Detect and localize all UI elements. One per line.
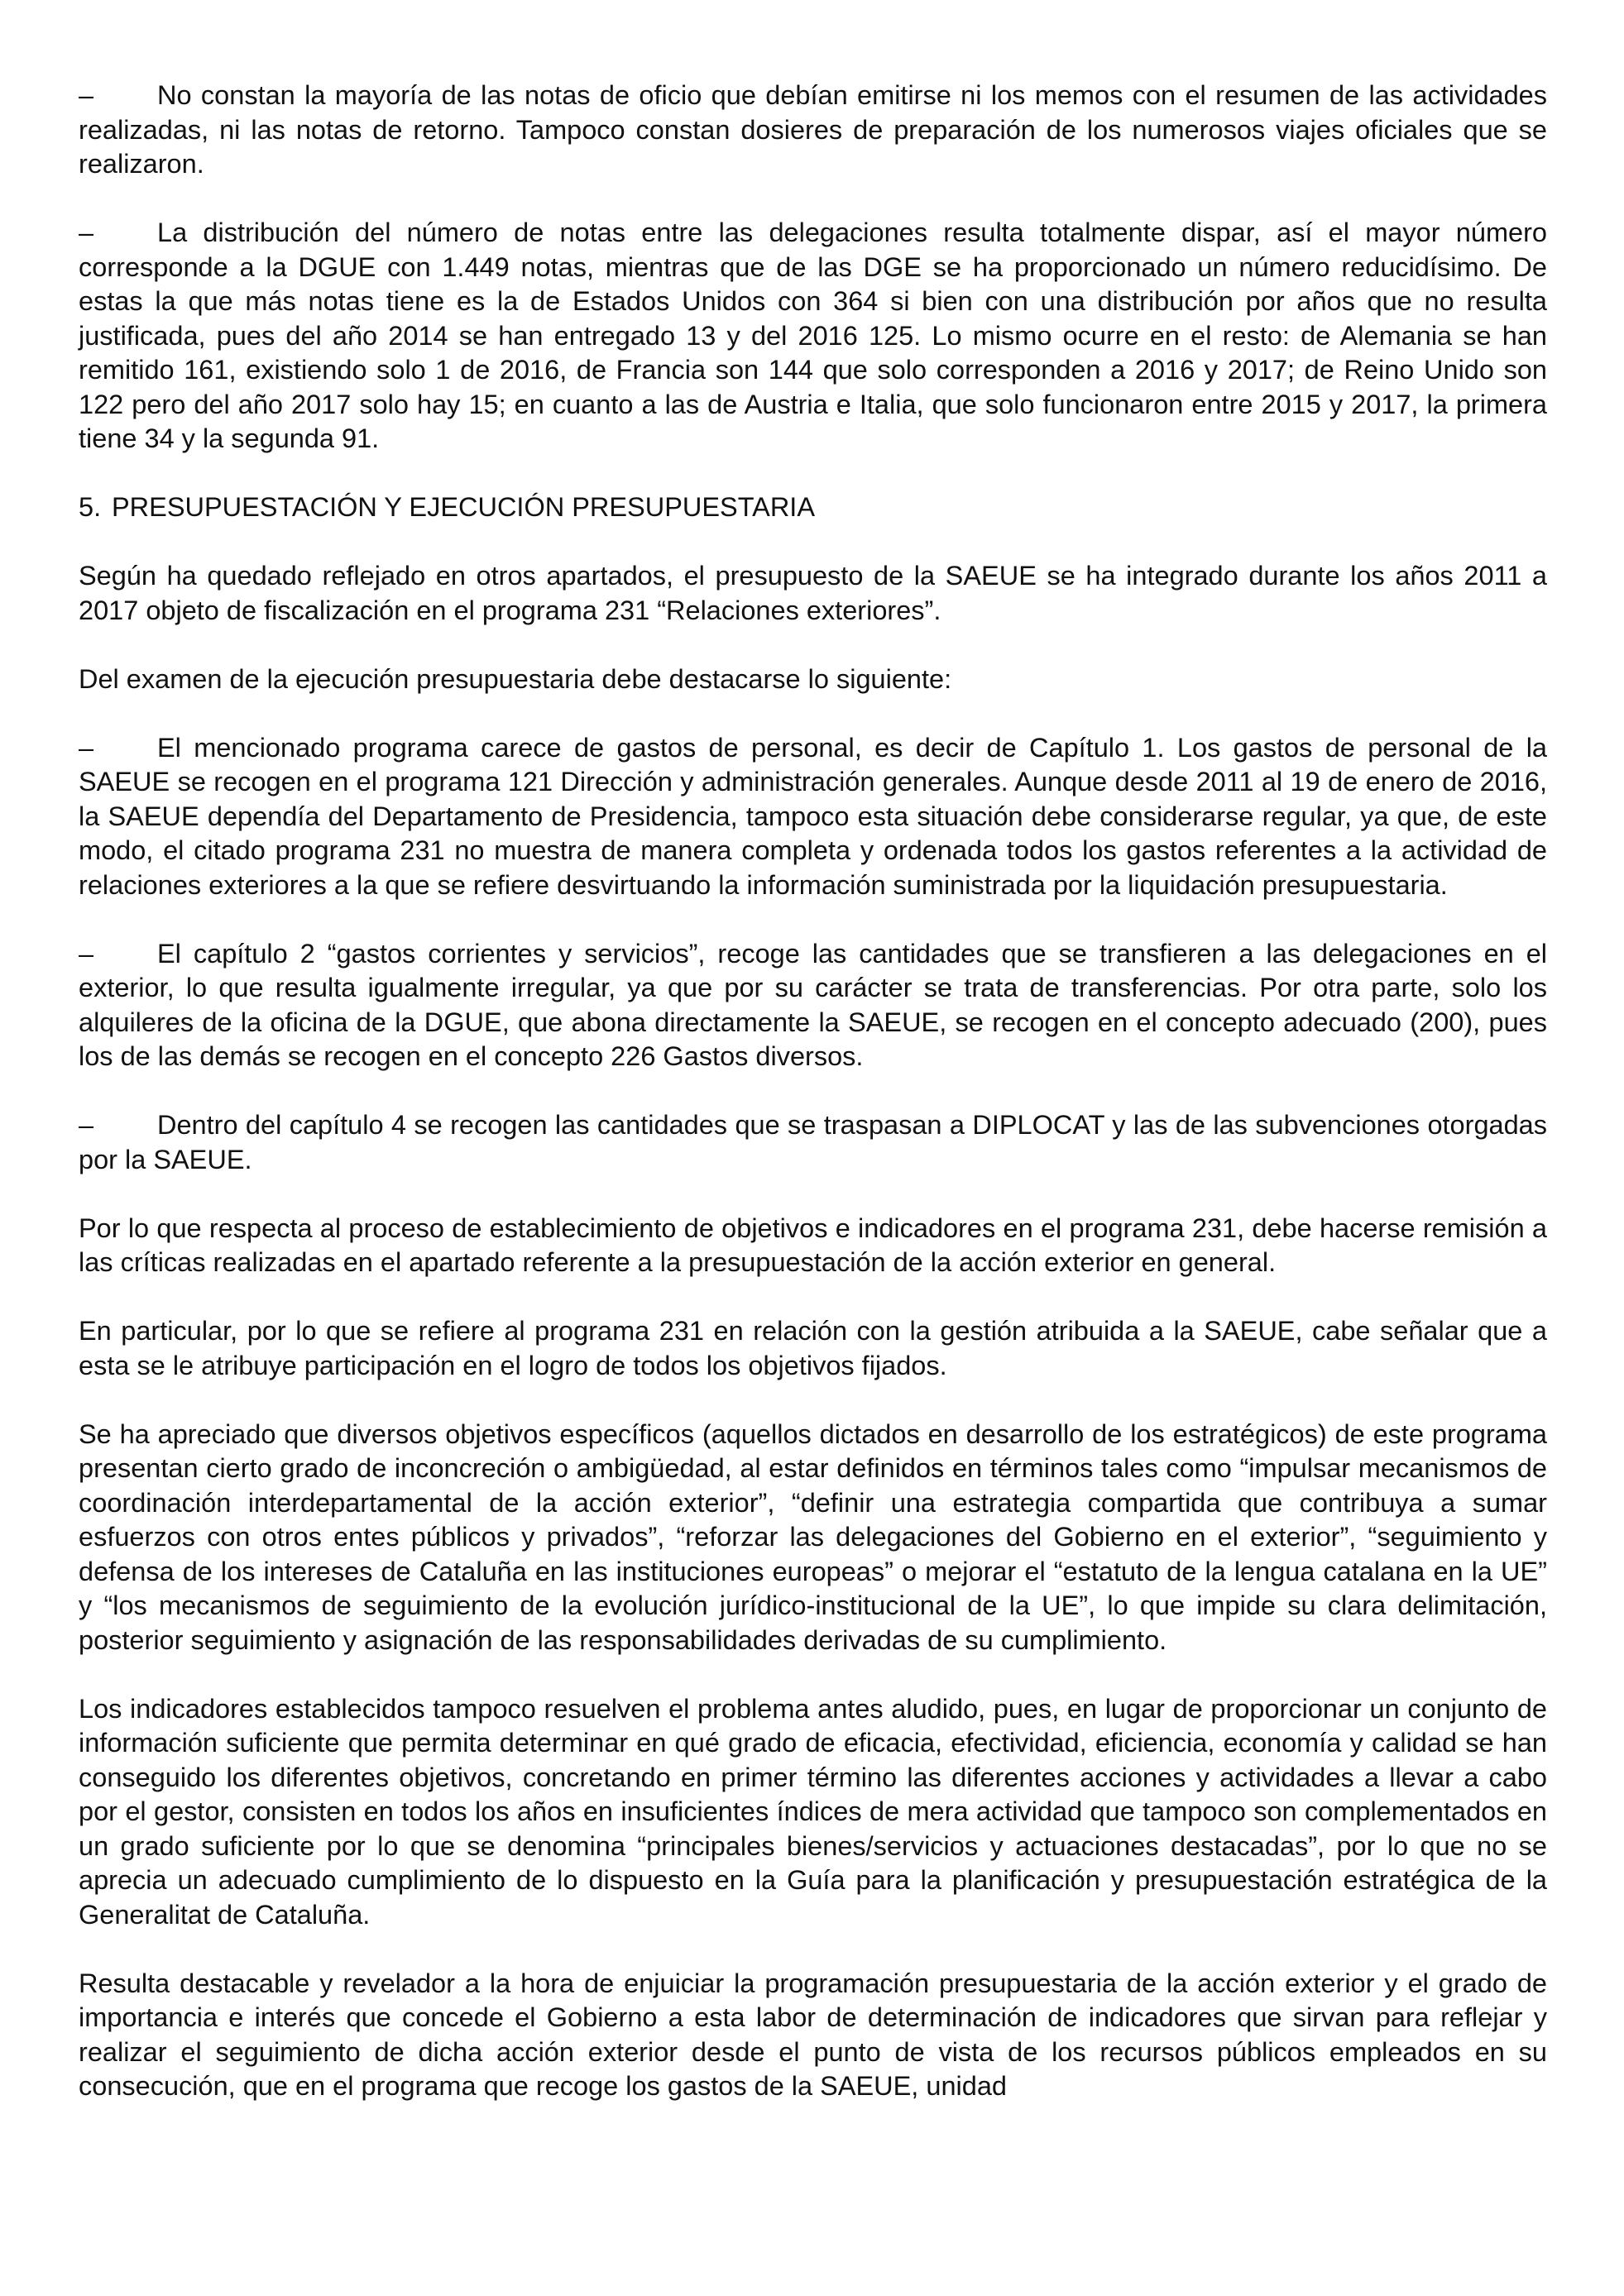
body-paragraph: Resulta destacable y revelador a la hora de enjuiciar la programación presupuestaria de la acción exterior y el grado de importancia e interés que concede el Gobierno a esta labor de determinación de indicadores que sirvan para reflejar y realizar el seguimiento de dicha acción exterior desde el punto de vista de los recursos públicos empleados en su consecución, que en el programa que recoge los gastos de la SAEUE, unidad [79, 1968, 1547, 2101]
dash-marker: – [79, 938, 94, 969]
bullet-text: El mencionado programa carece de gastos de personal, es decir de Capítulo 1. Los gastos de personal de la SAEUE se recogen en el programa 121 Dirección y administración generales. Aunque desde 2011 al 19 de enero de 2016, la SAEUE dependía del Departamento de Presidencia, tampoco esta situación debe considerarse regular, ya que, de este modo, el citado programa 231 no muestra de manera completa y ordenada todos los gastos referentes a la actividad de relaciones exteriores a la que se refiere desvirtuando la información suministrada por la liquidación presupuestaria. [79, 732, 1547, 900]
body-paragraph: Del examen de la ejecución presupuestaria debe destacarse lo siguiente: [79, 663, 952, 694]
section-heading [79, 490, 1547, 525]
bullet-paragraph [79, 937, 1547, 1074]
body-paragraph: En particular, por lo que se refiere al programa 231 en relación con la gestión atribuida a la SAEUE, cabe señalar que a esta se le atribuye participación en el logro de todos los objetivos fijados. [79, 1316, 1547, 1380]
dash-marker: – [79, 218, 94, 247]
dash-marker: – [79, 80, 94, 110]
bullet-paragraph [79, 1108, 1547, 1177]
bullet-paragraph [79, 216, 1547, 457]
bullet-text: El capítulo 2 “gastos corrientes y servicios”, recoge las cantidades que se transfieren a las delegaciones en el exterior, lo que resulta igualmente irregular, ya que por su carácter se trata de transferencias. Por otra parte, solo los alquileres de la oficina de la DGUE, que abona directamente la SAEUE, se recogen en el concepto adecuado (200), pues los de las demás se recogen en el concepto 226 Gastos diversos. [79, 938, 1547, 1071]
body-paragraph: Según ha quedado reflejado en otros apartados, el presupuesto de la SAEUE se ha integrado durante los años 2011 a 2017 objeto de fiscalización en el programa 231 “Relaciones exteriores”. [79, 561, 1547, 625]
dash-marker: – [79, 1110, 94, 1140]
bullet-paragraph [79, 731, 1547, 903]
bullet-text: La distribución del número de notas entre las delegaciones resulta totalmente dispar, así el mayor número corresponde a la DGUE con 1.449 notas, mientras que de las DGE se ha proporcionado un número reducidísimo. De estas la que más notas tiene es la de Estados Unidos con 364 si bien con una distribución por años que no resulta justificada, pues del año 2014 se han entregado 13 y del 2016 125. Lo mismo ocurre en el resto: de Alemania se han remitido 161, existiendo solo 1 de 2016, de Francia son 144 que solo corresponden a 2016 y 2017; de Reino Unido son 122 pero del año 2017 solo hay 15; en cuanto a las de Austria e Italia, que solo funcionaron entre 2015 y 2017, la primera tiene 34 y la segunda 91. [79, 218, 1547, 453]
body-paragraph: Por lo que respecta al proceso de establecimiento de objetivos e indicadores en el programa 231, debe hacerse remisión a las críticas realizadas en el apartado referente a la presupuestación de la acción exterior en general. [79, 1213, 1547, 1277]
dash-marker: – [79, 732, 94, 763]
body-paragraph: Los indicadores establecidos tampoco resuelven el problema antes aludido, pues, en lugar de proporcionar un conjunto de información suficiente que permita determinar en qué grado de eficacia, efectividad, eficiencia, economía y calidad se han conseguido los diferentes objetivos, concretando en primer término las diferentes acciones y actividades a llevar a cabo por el gestor, consisten en todos los años en insuficientes índices de mera actividad que tampoco son complementados en un grado suficiente por lo que se denomina “principales bienes/servicios y actuaciones destacadas”, por lo que no se aprecia un adecuado cumplimiento de lo dispuesto en la Guía para la planificación y presupuestación estratégica de la Generalitat de Cataluña. [79, 1693, 1547, 1930]
section-title: PRESUPUESTACIÓN Y EJECUCIÓN PRESUPUESTARIA [112, 492, 815, 522]
bullet-paragraph [79, 79, 1547, 182]
section-number: 5. [79, 492, 102, 522]
document-page [79, 79, 1547, 2138]
bullet-text: Dentro del capítulo 4 se recogen las cantidades que se traspasan a DIPLOCAT y las de las subvenciones otorgadas por la SAEUE. [79, 1110, 1547, 1174]
body-paragraph: Se ha apreciado que diversos objetivos específicos (aquellos dictados en desarrollo de los estratégicos) de este programa presentan cierto grado de inconcreción o ambigüedad, al estar definidos en términos tales como “impulsar mecanismos de coordinación interdepartamental de la acción exterior”, “definir una estrategia compartida que contribuya a sumar esfuerzos con otros entes públicos y privados”, “reforzar las delegaciones del Gobierno en el exterior”, “seguimiento y defensa de los intereses de Cataluña en las instituciones europeas” o mejorar el “estatuto de la lengua catalana en la UE” y “los mecanismos de seguimiento de la evolución jurídico-institucional de la UE”, lo que impide su clara delimitación, posterior seguimiento y asignación de las responsabilidades derivadas de su cumplimiento. [79, 1418, 1547, 1655]
bullet-text: No constan la mayoría de las notas de oficio que debían emitirse ni los memos con el resumen de las actividades realizadas, ni las notas de retorno. Tampoco constan dosieres de preparación de los numerosos viajes oficiales que se realizaron. [79, 80, 1547, 179]
